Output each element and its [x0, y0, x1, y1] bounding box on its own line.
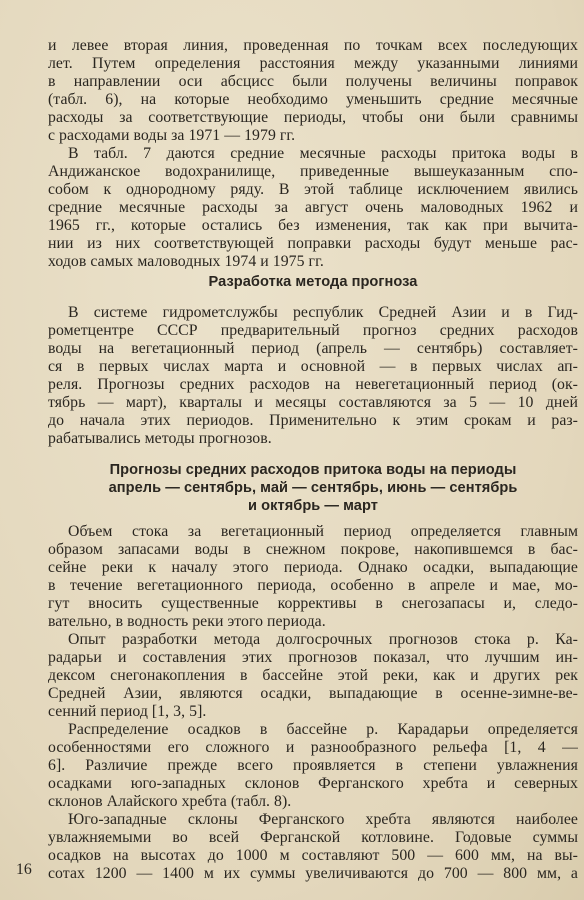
- text-line: сенний период [1, 3, 5].: [48, 703, 207, 720]
- text-line: нии из них соответствующей поправки расходы будут меньше рас-: [48, 235, 578, 252]
- text-line: образом запасами воды в снежном покрове, накопившемся в бас-: [48, 541, 578, 558]
- text-line: Опыт разработки метода долгосрочных прогнозов стока р. Ка-: [68, 631, 578, 648]
- text-line: собом к однородному ряду. В этой таблице исключением явились: [48, 181, 578, 198]
- page-number: 16: [16, 861, 32, 878]
- text-line: тябрь — март), кварталы и месяцы составляются за 5 — 10 дней: [48, 394, 578, 411]
- text-line: ходов самых маловодных 1974 и 1975 гг.: [48, 253, 324, 270]
- section-heading: Разработка метода прогноза: [208, 274, 418, 290]
- text-line: увлажняемыми во всей Ферганской котловине. Годовые суммы: [48, 829, 578, 846]
- text-line: В системе гидрометслужбы республик Средней Азии и в Гид-: [68, 304, 578, 321]
- subsection-heading: Прогнозы средних расходов притока воды на периоды: [109, 462, 517, 478]
- text-line: реля. Прогнозы средних расходов на невегетационный период (ок-: [48, 376, 578, 393]
- text-line: склонов Алайского хребта (табл. 8).: [48, 793, 292, 810]
- text-line: с расходами воды за 1971 — 1979 гг.: [48, 127, 296, 144]
- subsection-heading: и октябрь — март: [248, 498, 378, 514]
- text-line: сейне реки к началу этого периода. Однако осадки, выпадающие: [48, 559, 578, 576]
- text-line: в направлении оси абсцисс были получены величины поправок: [48, 73, 578, 90]
- text-line: рометцентре СССР предварительный прогноз средних расходов: [48, 322, 578, 339]
- text-line: воды на вегетационный период (апрель — сентябрь) составляет-: [48, 340, 578, 357]
- text-line: радарьи и составления этих прогнозов показал, что лучшим ин-: [48, 649, 578, 666]
- subsection-heading: апрель — сентябрь, май — сентябрь, июнь — сентябрь: [108, 480, 518, 496]
- text-line: гут вносить существенные коррективы в снегозапасы и, следо-: [48, 595, 578, 612]
- text-line: вательно, в водность реки этого периода.: [48, 613, 326, 630]
- text-line: средние месячные расходы за август очень маловодных 1962 и: [48, 199, 578, 216]
- text-line: в течение вегетационного периода, особенно в апреле и мае, мо-: [48, 577, 578, 594]
- text-line: до начала этих периодов. Применительно к этим срокам и раз-: [48, 412, 578, 429]
- text-line: 6]. Различие прежде всего проявляется в степени увлажнения: [48, 757, 578, 774]
- text-line: ся в первых числах марта и основной — в первых числах ап-: [48, 358, 578, 375]
- text-line: Юго-западные склоны Ферганского хребта являются наиболее: [68, 811, 578, 828]
- text-line: расходы за соответствующие периоды, чтобы они были сравнимы: [48, 109, 578, 126]
- text-line: (табл. 6), на которые необходимо уменьшить средние месячные: [48, 91, 578, 108]
- text-line: Средней Азии, являются осадки, выпадающие в осенне-зимне-ве-: [48, 685, 578, 702]
- text-line: 1965 гг., которые остались без изменения, так как при вычита-: [48, 217, 578, 234]
- text-line: Андижанское водохранилище, приведенные вышеуказанным спо-: [48, 163, 578, 180]
- text-line: сотах 1200 — 1400 м их суммы увеличиваются до 700 — 800 мм, а: [48, 865, 578, 882]
- text-line: и левее вторая линия, проведенная по точкам всех последующих: [48, 37, 578, 54]
- text-line: Распределение осадков в бассейне р. Карадарьи определяется: [68, 721, 578, 738]
- text-line: лет. Путем определения расстояния между указанными линиями: [48, 55, 578, 72]
- text-line: осадков на высотах до 1000 м составляют 500 — 600 мм, на вы-: [48, 847, 578, 864]
- text-line: осадками юго-западных склонов Ферганского хребта и северных: [48, 775, 578, 792]
- text-line: особенностями его сложного и разнообразного рельефа [1, 4 —: [48, 739, 578, 756]
- text-line: дексом снегонакопления в бассейне этой реки, как и других рек: [48, 667, 578, 684]
- text-line: В табл. 7 даются средние месячные расходы притока воды в: [68, 145, 578, 162]
- text-line: Объем стока за вегетационный период определяется главным: [68, 523, 578, 540]
- text-line: рабатывались методы прогнозов.: [48, 430, 272, 447]
